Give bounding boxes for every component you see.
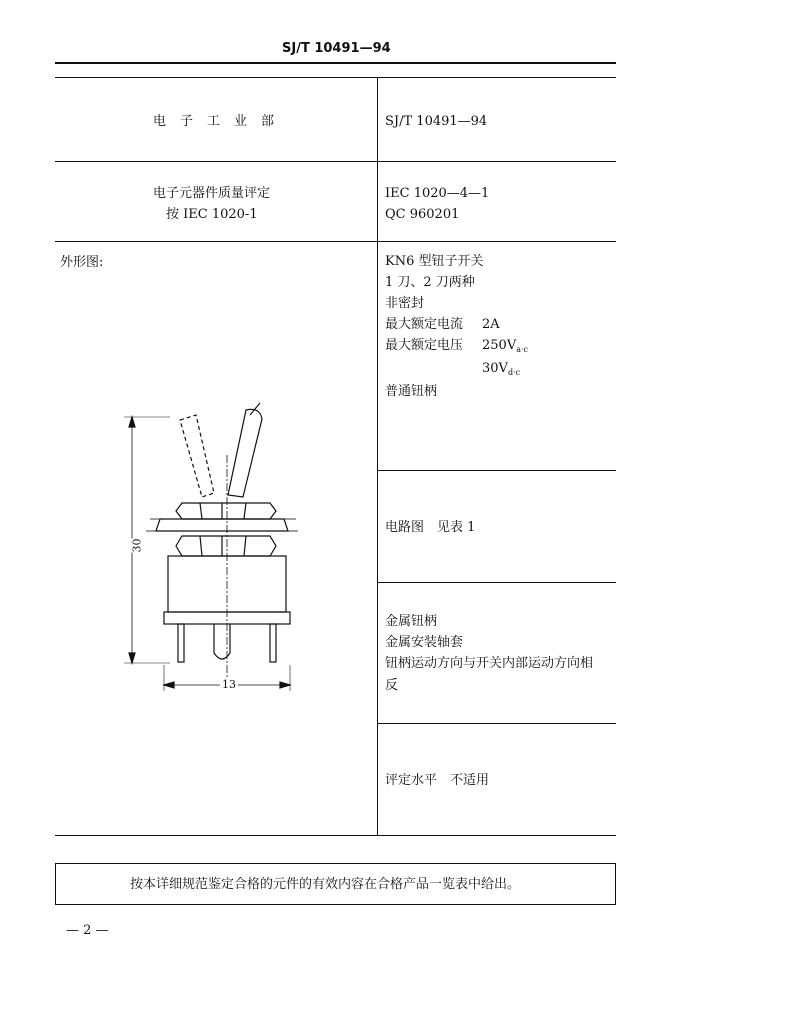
- voltage-ac-subscript: a·c: [516, 345, 528, 354]
- basis-standard: 按 IEC 1020-1: [166, 207, 258, 222]
- top-double-rule: [55, 62, 616, 64]
- table-bottom-rule: [55, 835, 616, 836]
- quality-assessment-title: 电子元器件质量评定: [153, 186, 271, 201]
- max-voltage-ac: [482, 339, 528, 354]
- right-divider-3: [377, 723, 616, 724]
- row-divider-1: [55, 161, 616, 162]
- max-current-value: 2A: [482, 317, 500, 332]
- max-voltage-label: 最大额定电压: [385, 338, 464, 353]
- issuing-ministry: 电子工业部: [153, 114, 289, 129]
- feature-metal-handle: 金属钮柄: [385, 614, 438, 629]
- dimension-width-label: 13: [222, 678, 236, 691]
- voltage-ac-value: 250V: [482, 338, 517, 353]
- seal-type: 非密封: [385, 296, 425, 311]
- switch-type: KN6 型钮子开关: [385, 254, 484, 269]
- assessment-level: 评定水平 不适用: [385, 773, 490, 788]
- header-standard-number: SJ/T 10491—94: [282, 41, 391, 56]
- row-divider-2: [55, 241, 616, 242]
- right-divider-1: [377, 470, 616, 471]
- page-number: — 2 —: [66, 923, 109, 938]
- iec-reference: IEC 1020—4—1: [385, 186, 490, 201]
- feature-motion-direction-cont: 反: [385, 678, 399, 693]
- qualified-products-note: 按本详细规范鉴定合格的元件的有效内容在合格产品一览表中给出。: [130, 877, 521, 892]
- column-divider: [377, 77, 378, 835]
- right-divider-2: [377, 582, 616, 583]
- max-current-label: 最大额定电流: [385, 317, 464, 332]
- standard-number: SJ/T 10491—94: [385, 114, 488, 129]
- voltage-dc-value: 30V: [482, 361, 508, 376]
- feature-motion-direction: 钮柄运动方向与开关内部运动方向相: [385, 656, 594, 671]
- top-rule-thin: [55, 77, 616, 78]
- dimension-height-label: 30: [130, 538, 144, 553]
- feature-metal-bushing: 金属安装轴套: [385, 635, 464, 650]
- outline-label: 外形图:: [60, 255, 104, 270]
- circuit-diagram-reference: 电路图 见表 1: [385, 520, 476, 535]
- max-voltage-dc: [482, 362, 520, 377]
- voltage-dc-subscript: d·c: [507, 368, 521, 377]
- handle-type: 普通钮柄: [385, 384, 438, 399]
- qc-reference: QC 960201: [385, 207, 460, 222]
- pole-options: 1 刀、2 刀两种: [385, 275, 475, 290]
